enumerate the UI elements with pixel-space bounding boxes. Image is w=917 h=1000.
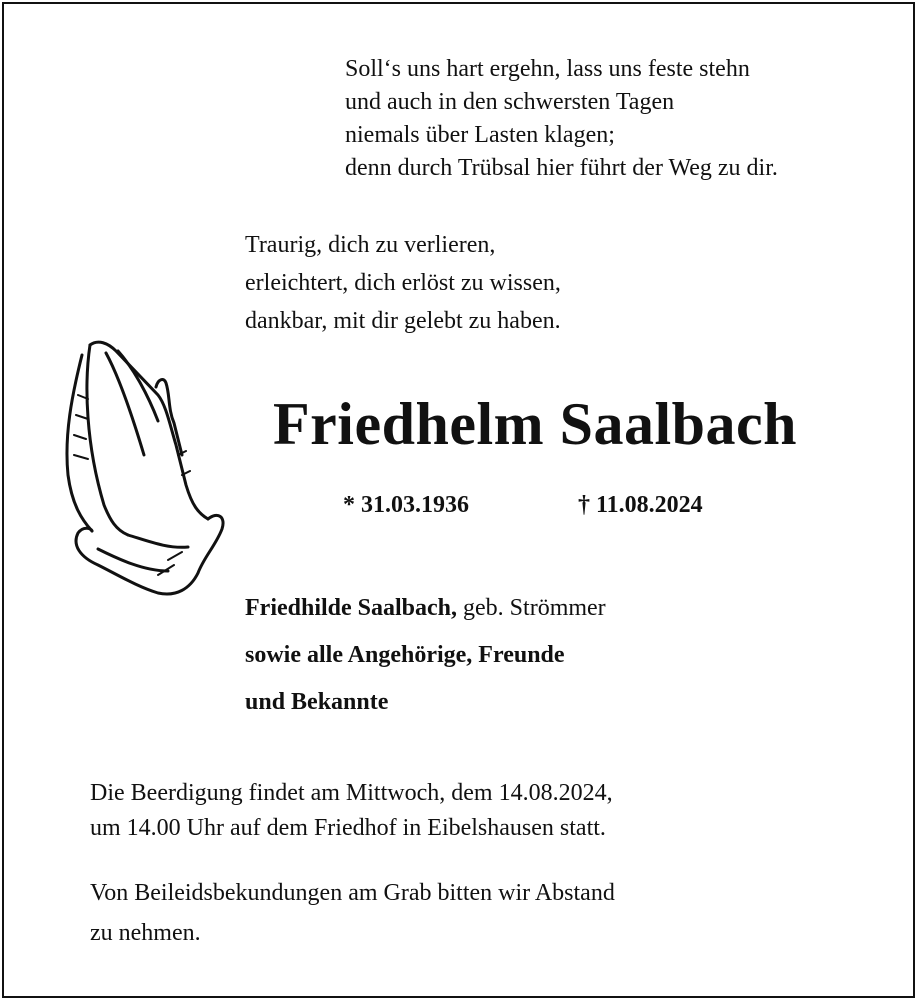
mourner-line — [245, 593, 606, 623]
sentiment-line: Traurig, dich zu verlieren, — [245, 232, 496, 258]
spouse-name: Friedhilde Saalbach, — [245, 595, 458, 621]
verse-line: und auch in den schwersten Tagen — [345, 89, 675, 115]
maiden-name: geb. Strömmer — [457, 595, 606, 621]
birth-date: * 31.03.1936 — [343, 492, 469, 518]
sentiment-line: erleichtert, dich erlöst zu wissen, — [245, 270, 561, 296]
mourner-line: sowie alle Angehörige, Freunde — [245, 642, 565, 668]
funeral-line: Die Beerdigung findet am Mittwoch, dem 14.08.2024, — [90, 780, 613, 806]
deceased-name: Friedhelm Saalbach — [273, 391, 798, 457]
condolence-line: Von Beileidsbekundungen am Grab bitten wir Abstand — [90, 880, 615, 906]
praying-hands-icon — [58, 335, 228, 603]
verse-line: Soll‘s uns hart ergehn, lass uns feste stehn — [345, 56, 750, 82]
verse-line: niemals über Lasten klagen; — [345, 122, 615, 148]
mourner-line: und Bekannte — [245, 689, 389, 715]
death-date: † 11.08.2024 — [578, 492, 703, 518]
funeral-line: um 14.00 Uhr auf dem Friedhof in Eibelshausen statt. — [90, 815, 606, 841]
condolence-line: zu nehmen. — [90, 920, 201, 946]
sentiment-line: dankbar, mit dir gelebt zu haben. — [245, 308, 561, 334]
verse-line: denn durch Trübsal hier führt der Weg zu dir. — [345, 155, 778, 181]
